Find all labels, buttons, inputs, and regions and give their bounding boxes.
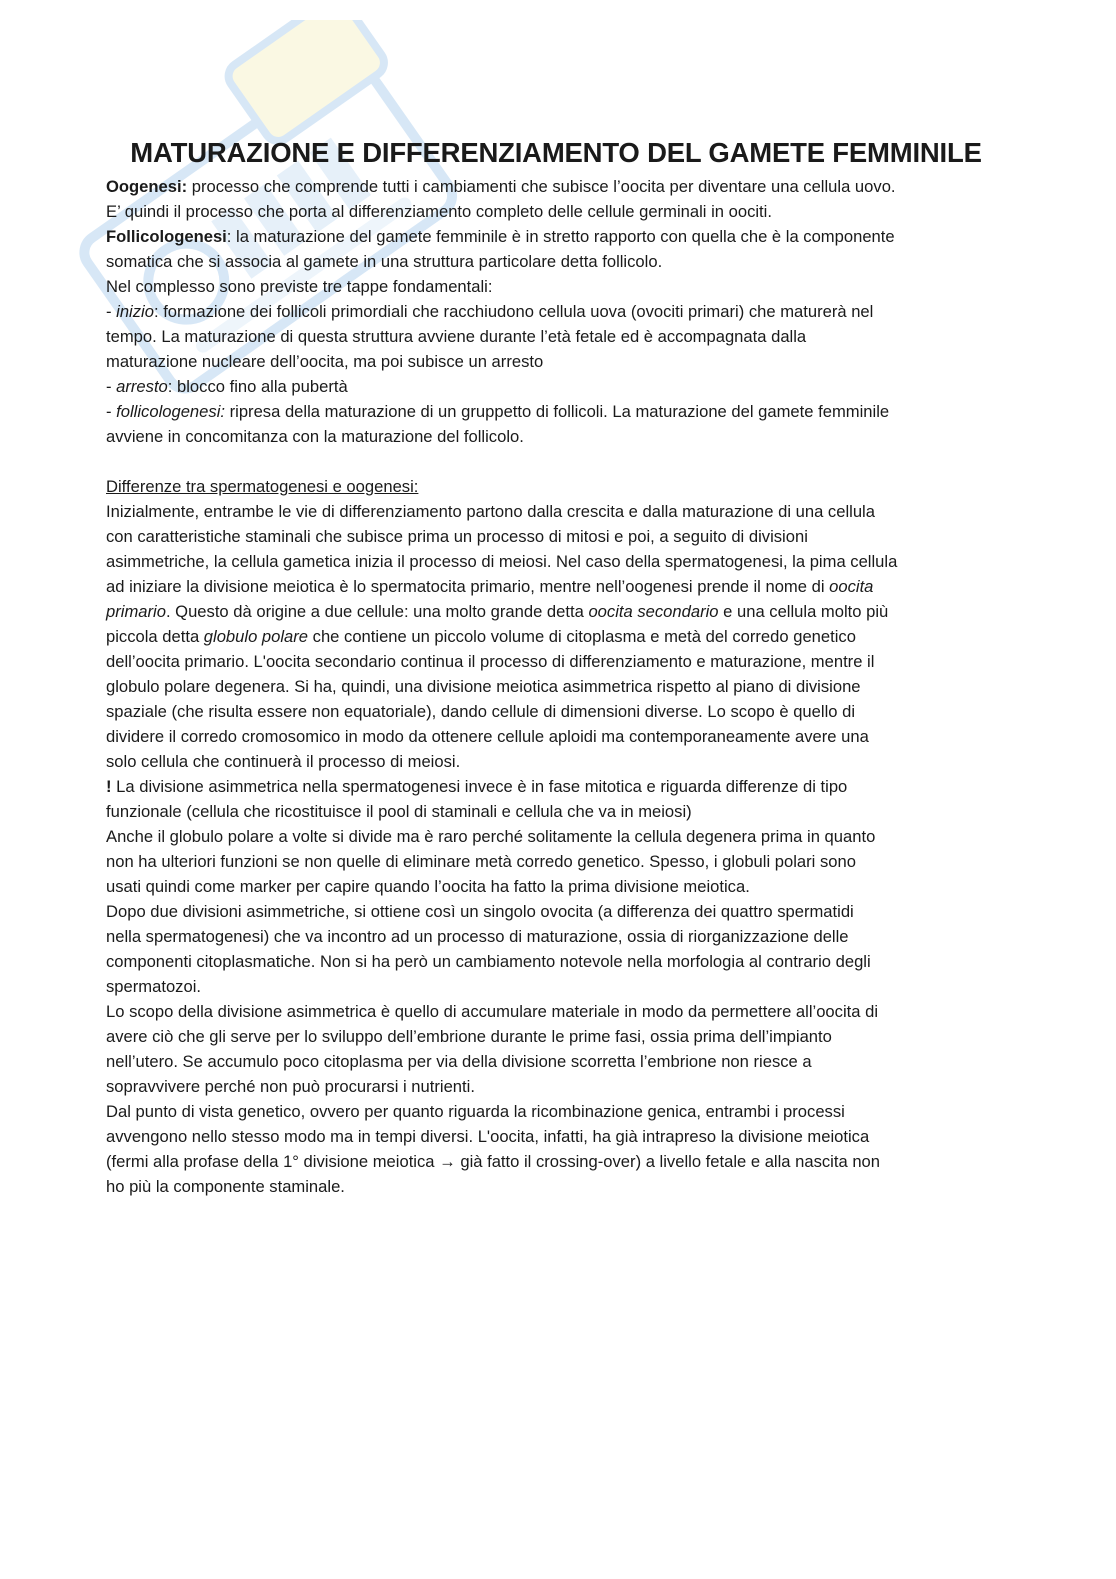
text-run: e una cellula molto più <box>718 602 889 621</box>
text-run: : blocco fino alla pubertà <box>167 377 348 396</box>
document-title: MATURAZIONE E DIFFERENZIAMENTO DEL GAMETE FEMMINILE <box>130 137 982 168</box>
text-run: nella spermatogenesi) che va incontro ad un processo di maturazione, ossia di riorganizzazione delle <box>106 927 849 946</box>
text-run: solo cellula che continuerà il processo di meiosi. <box>106 752 461 771</box>
text-line <box>106 499 1006 524</box>
text-line <box>106 249 1006 274</box>
text-run: oocita secondario <box>588 602 719 621</box>
text-run: Oogenesi: <box>106 177 188 196</box>
text-line <box>106 924 1006 949</box>
text-run: Dopo due divisioni asimmetriche, si ottiene così un singolo ovocita (a differenza dei quattro spermatidi <box>106 902 854 921</box>
text-run: Lo scopo della divisione asimmetrica è quello di accumulare materiale in modo da permettere all’oocita di <box>106 1002 879 1021</box>
text-line <box>106 424 1006 449</box>
blank-line <box>106 449 1006 474</box>
text-line <box>106 1124 1006 1149</box>
text-line <box>106 724 1006 749</box>
text-run: processo che comprende tutti i cambiamenti che subisce l’oocita per diventare una cellula uovo. <box>187 177 896 196</box>
text-line <box>106 749 1006 774</box>
text-line <box>106 899 1006 924</box>
text-line <box>106 624 1006 649</box>
text-run: La divisione asimmetrica nella spermatogenesi invece è in fase mitotica e riguarda differenze di tipo <box>111 777 848 796</box>
text-line <box>106 699 1006 724</box>
text-line <box>106 274 1006 299</box>
text-line <box>106 949 1006 974</box>
text-run: . Questo dà origine a due cellule: una molto grande detta <box>165 602 589 621</box>
text-run: inizio <box>116 302 154 321</box>
text-run: arresto <box>116 377 168 396</box>
document-page <box>106 134 1006 1199</box>
text-line <box>106 1074 1006 1099</box>
text-run: ad iniziare la divisione meiotica è lo spermatocita primario, mentre nell’oogenesi prende il nome di <box>106 577 830 596</box>
text-line <box>106 324 1006 349</box>
text-run: Inizialmente, entrambe le vie di differenziamento partono dalla crescita e dalla maturazione di una cellula <box>106 502 875 521</box>
text-run: (fermi alla profase della 1° divisione meiotica → già fatto il crossing-over) a livello fetale e alla nascita non <box>106 1152 881 1171</box>
text-run: piccola detta <box>106 627 204 646</box>
text-run: ! <box>106 777 112 796</box>
text-run: Nel complesso sono previste tre tappe fondamentali: <box>106 277 493 296</box>
text-run: componenti citoplasmatiche. Non si ha però un cambiamento notevole nella morfologia al contrario degli <box>106 952 871 971</box>
text-run: Anche il globulo polare a volte si divide ma è raro perché solitamente la cellula degenera prima in quanto <box>106 827 876 846</box>
text-line <box>106 874 1006 899</box>
text-run: - <box>106 377 117 396</box>
text-run: avviene in concomitanza con la maturazione del follicolo. <box>106 427 524 446</box>
text-line <box>106 1149 1006 1174</box>
text-run: E’ quindi il processo che porta al differenziamento completo delle cellule germinali in oociti. <box>106 202 772 221</box>
text-line <box>106 174 1006 199</box>
text-line <box>106 399 1006 424</box>
text-run: globulo polare <box>203 627 309 646</box>
text-run: dell’oocita primario. L'oocita secondario continua il processo di differenziamento e maturazione, mentre il <box>106 652 875 671</box>
text-run: ripresa della maturazione di un gruppetto di follicoli. La maturazione del gamete femminile <box>225 402 890 421</box>
text-line <box>106 974 1006 999</box>
text-run: - <box>106 302 117 321</box>
text-run: ho più la componente staminale. <box>106 1177 345 1196</box>
text-run: avvengono nello stesso modo ma in tempi diversi. L'oocita, infatti, ha già intrapreso la divisione meiotica <box>106 1127 870 1146</box>
text-run: - <box>106 402 117 421</box>
text-run: Dal punto di vista genetico, ovvero per quanto riguarda la ricombinazione genica, entrambi i processi <box>106 1102 845 1121</box>
text-line <box>106 649 1006 674</box>
text-line <box>106 849 1006 874</box>
text-run: follicologenesi: <box>116 402 225 421</box>
text-run: dividere il corredo cromosomico in modo da ottenere cellule aploidi ma contemporaneamente avere una <box>106 727 869 746</box>
text-run: primario <box>106 602 166 621</box>
text-line <box>106 349 1006 374</box>
text-run: avere ciò che gli serve per lo sviluppo dell’embrione durante le prime fasi, ossia prima dell’impianto <box>106 1027 832 1046</box>
text-line <box>106 199 1006 224</box>
text-line <box>106 524 1006 549</box>
text-line <box>106 549 1006 574</box>
text-line <box>106 374 1006 399</box>
text-line <box>106 674 1006 699</box>
text-line <box>106 799 1006 824</box>
text-run: funzionale (cellula che ricostituisce il pool di staminali e cellula che va in meiosi) <box>106 802 692 821</box>
text-run: nell’utero. Se accumulo poco citoplasma per via della divisione scorretta l’embrione non riesce a <box>106 1052 812 1071</box>
text-line <box>106 774 1006 799</box>
text-run: che contiene un piccolo volume di citoplasma e metà del corredo genetico <box>308 627 856 646</box>
text-run: Differenze tra spermatogenesi e oogenesi: <box>106 477 419 496</box>
text-run: usati quindi come marker per capire quando l’oocita ha fatto la prima divisione meiotica. <box>106 877 750 896</box>
text-run: maturazione nucleare dell’oocita, ma poi subisce un arresto <box>106 352 544 371</box>
text-line <box>106 824 1006 849</box>
text-run: oocita <box>829 577 874 596</box>
text-run: somatica che si associa al gamete in una struttura particolare detta follicolo. <box>106 252 663 271</box>
text-run: globulo polare degenera. Si ha, quindi, una divisione meiotica asimmetrica rispetto al piano di divisione <box>106 677 861 696</box>
text-line <box>106 224 1006 249</box>
text-run: con caratteristiche staminali che subisce prima un processo di mitosi e poi, a seguito di divisioni <box>106 527 808 546</box>
text-line <box>106 1174 1006 1199</box>
text-run: tempo. La maturazione di questa struttura avviene durante l’età fetale ed è accompagnata dalla <box>106 327 807 346</box>
text-line <box>106 1024 1006 1049</box>
text-run: non ha ulteriori funzioni se non quelle di eliminare metà corredo genetico. Spesso, i globuli polari sono <box>106 852 856 871</box>
text-line <box>106 574 1006 599</box>
text-run: : formazione dei follicoli primordiali che racchiudono cellula uova (ovociti primari) che maturerà nel <box>153 302 874 321</box>
text-line <box>106 474 1006 499</box>
text-line <box>106 1049 1006 1074</box>
text-line <box>106 999 1006 1024</box>
text-run: asimmetriche, la cellula gametica inizia il processo di meiosi. Nel caso della spermatogenesi, la pima cellula <box>106 552 898 571</box>
text-run: sopravvivere perché non può procurarsi i nutrienti. <box>106 1077 475 1096</box>
text-run: Follicologenesi <box>106 227 227 246</box>
text-run: spaziale (che risulta essere non equatoriale), dando cellule di dimensioni diverse. Lo scopo è quello di <box>106 702 856 721</box>
text-line <box>106 1099 1006 1124</box>
text-line <box>106 599 1006 624</box>
text-line <box>106 299 1006 324</box>
text-run: : la maturazione del gamete femminile è in stretto rapporto con quella che è la componente <box>226 227 895 246</box>
document-body <box>106 174 1006 1199</box>
text-run: spermatozoi. <box>106 977 201 996</box>
